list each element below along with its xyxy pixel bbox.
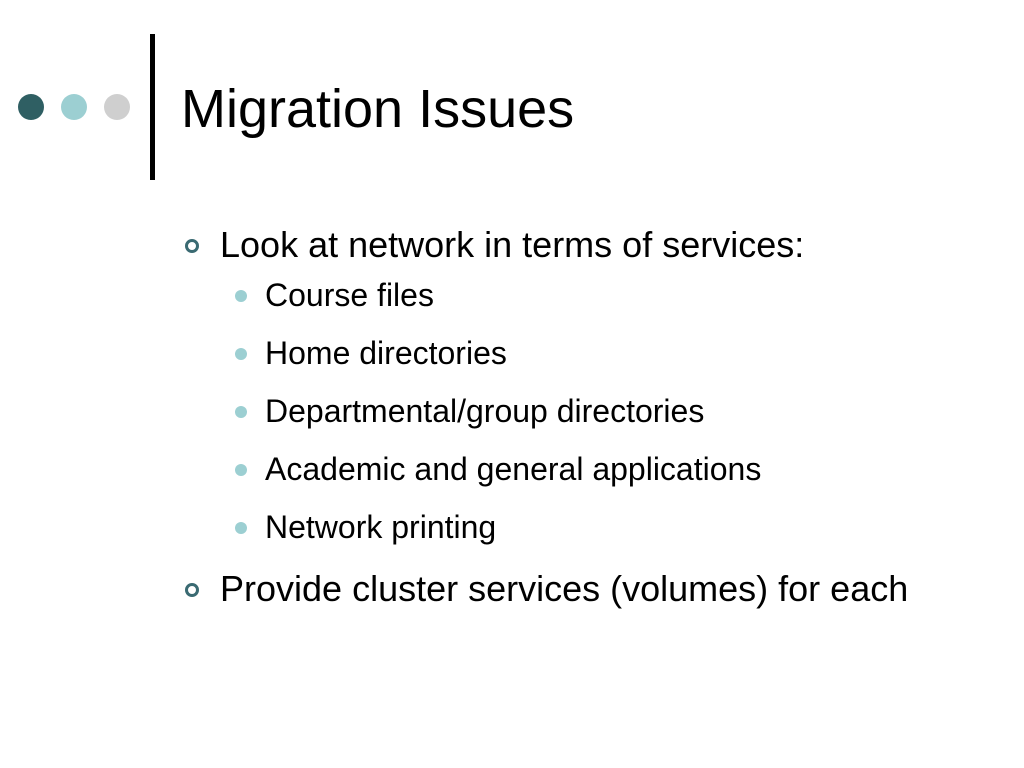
ring-bullet-icon bbox=[185, 583, 199, 597]
sub-bullet-group bbox=[181, 276, 961, 546]
bullet-list bbox=[181, 222, 961, 618]
sub-bullet-item bbox=[181, 450, 961, 488]
decorative-dot-teal bbox=[61, 94, 87, 120]
bullet-text: Look at network in terms of services: bbox=[220, 224, 805, 265]
sub-bullet-text: Network printing bbox=[265, 509, 497, 545]
sub-bullet-text: Course files bbox=[265, 277, 434, 313]
bullet-item bbox=[181, 222, 961, 268]
dot-bullet-icon bbox=[235, 348, 247, 360]
sub-bullet-item bbox=[181, 508, 961, 546]
sub-bullet-item bbox=[181, 334, 961, 372]
sub-bullet-list bbox=[181, 276, 961, 546]
dot-bullet-icon bbox=[235, 522, 247, 534]
dot-bullet-icon bbox=[235, 464, 247, 476]
ring-bullet-icon bbox=[185, 239, 199, 253]
sub-bullet-text: Academic and general applications bbox=[265, 451, 762, 487]
bullet-text: Provide cluster services (volumes) for each bbox=[220, 568, 909, 609]
sub-bullet-item bbox=[181, 392, 961, 430]
slide-title: Migration Issues bbox=[181, 79, 575, 139]
decorative-dot-dark bbox=[18, 94, 44, 120]
sub-bullet-text: Departmental/group directories bbox=[265, 393, 705, 429]
title-divider bbox=[150, 34, 155, 180]
dot-bullet-icon bbox=[235, 290, 247, 302]
bullet-item bbox=[181, 566, 961, 612]
decorative-dot-gray bbox=[104, 94, 130, 120]
sub-bullet-item bbox=[181, 276, 961, 314]
dot-bullet-icon bbox=[235, 406, 247, 418]
sub-bullet-text: Home directories bbox=[265, 335, 507, 371]
